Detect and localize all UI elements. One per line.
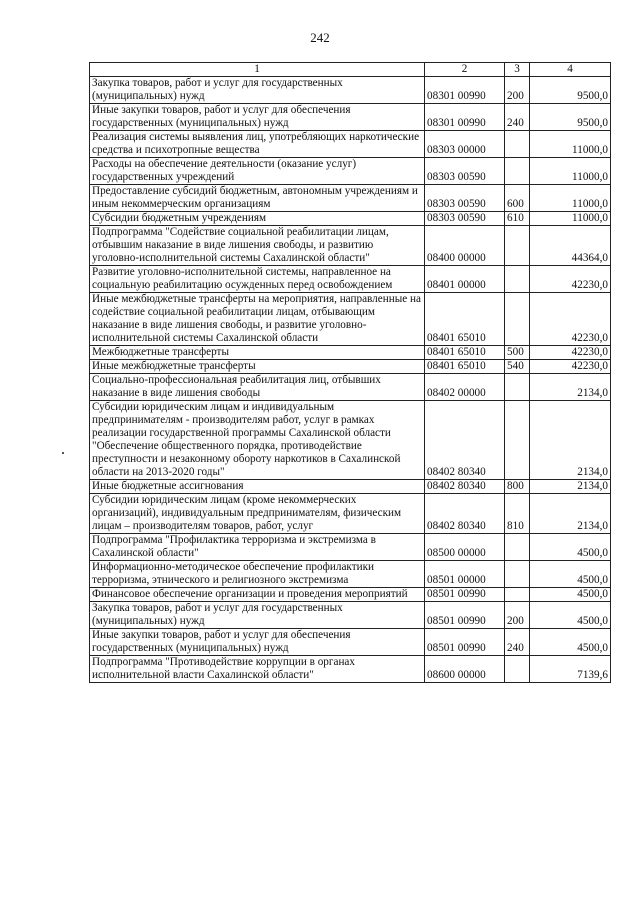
header-code: 2 (425, 63, 505, 77)
row-code: 08402 80340 (425, 494, 505, 534)
table-row (90, 360, 611, 374)
row-code: 08402 80340 (425, 401, 505, 480)
row-type: 240 (505, 629, 530, 656)
table-row (90, 374, 611, 401)
row-type: 540 (505, 360, 530, 374)
row-name: Подпрограмма "Содействие социальной реабилитации лицам, отбывшим наказание в виде лишения свободы, и развитию уголовно-исполнительной системы Сахалинской области" (90, 226, 425, 266)
row-amount: 9500,0 (530, 77, 611, 104)
row-type (505, 561, 530, 588)
table-row (90, 131, 611, 158)
table-row (90, 346, 611, 360)
row-name: Социально-профессиональная реабилитация лиц, отбывших наказание в виде лишения свободы (90, 374, 425, 401)
row-name: Субсидии юридическим лицам и индивидуальным предпринимателям - производителям работ, услуг в рамках реализации государственной программы Сахалинской области "Обеспечение общественного порядка, противодействие преступности и незаконному обороту наркотиков в Сахалинской области на 2013-2020 годы" (90, 401, 425, 480)
row-name: Предоставление субсидий бюджетным, автономным учреждениям и иным некоммерческим организациям (90, 185, 425, 212)
scan-speck (62, 452, 64, 454)
row-amount: 11000,0 (530, 131, 611, 158)
header-row (90, 63, 611, 77)
row-amount: 2134,0 (530, 480, 611, 494)
row-name: Иные бюджетные ассигнования (90, 480, 425, 494)
row-amount: 4500,0 (530, 602, 611, 629)
row-name: Закупка товаров, работ и услуг для государственных (муниципальных) нужд (90, 602, 425, 629)
row-name: Подпрограмма "Профилактика терроризма и экстремизма в Сахалинской области" (90, 534, 425, 561)
table-row (90, 401, 611, 480)
row-amount: 11000,0 (530, 212, 611, 226)
table-row (90, 602, 611, 629)
table-row (90, 656, 611, 683)
row-amount: 4500,0 (530, 629, 611, 656)
table-row (90, 212, 611, 226)
row-name: Иные закупки товаров, работ и услуг для обеспечения государственных (муниципальных) нужд (90, 104, 425, 131)
row-name: Реализация системы выявления лиц, употребляющих наркотические средства и психотропные вещества (90, 131, 425, 158)
table-row (90, 226, 611, 266)
row-code: 08501 00990 (425, 602, 505, 629)
row-amount: 42230,0 (530, 346, 611, 360)
table-row (90, 494, 611, 534)
row-type: 810 (505, 494, 530, 534)
table-row (90, 158, 611, 185)
table-row (90, 77, 611, 104)
row-amount: 9500,0 (530, 104, 611, 131)
row-amount: 42230,0 (530, 266, 611, 293)
row-amount: 4500,0 (530, 588, 611, 602)
row-code: 08301 00990 (425, 104, 505, 131)
row-type: 610 (505, 212, 530, 226)
row-type (505, 656, 530, 683)
header-name: 1 (90, 63, 425, 77)
row-amount: 4500,0 (530, 534, 611, 561)
table-row (90, 629, 611, 656)
table-row (90, 104, 611, 131)
row-code: 08500 00000 (425, 534, 505, 561)
row-type (505, 293, 530, 346)
row-name: Иные закупки товаров, работ и услуг для обеспечения государственных (муниципальных) нужд (90, 629, 425, 656)
table-row (90, 534, 611, 561)
row-code: 08303 00590 (425, 158, 505, 185)
row-code: 08501 00000 (425, 561, 505, 588)
row-name: Расходы на обеспечение деятельности (оказание услуг) государственных учреждений (90, 158, 425, 185)
row-code: 08401 65010 (425, 346, 505, 360)
row-amount: 2134,0 (530, 401, 611, 480)
row-type (505, 266, 530, 293)
table-row (90, 293, 611, 346)
row-type (505, 374, 530, 401)
table-row (90, 185, 611, 212)
row-type: 800 (505, 480, 530, 494)
row-type: 200 (505, 602, 530, 629)
row-type: 200 (505, 77, 530, 104)
row-type: 240 (505, 104, 530, 131)
row-type: 600 (505, 185, 530, 212)
row-type (505, 226, 530, 266)
row-amount: 2134,0 (530, 374, 611, 401)
row-amount: 7139,6 (530, 656, 611, 683)
row-code: 08303 00590 (425, 185, 505, 212)
row-code: 08402 80340 (425, 480, 505, 494)
row-type (505, 588, 530, 602)
header-type: 3 (505, 63, 530, 77)
row-name: Развитие уголовно-исполнительной системы, направленное на социальную реабилитацию осужденных перед освобождением (90, 266, 425, 293)
row-type (505, 158, 530, 185)
row-amount: 4500,0 (530, 561, 611, 588)
row-amount: 42230,0 (530, 360, 611, 374)
table-row (90, 266, 611, 293)
row-type (505, 534, 530, 561)
row-amount: 11000,0 (530, 185, 611, 212)
row-type: 500 (505, 346, 530, 360)
row-name: Закупка товаров, работ и услуг для государственных (муниципальных) нужд (90, 77, 425, 104)
row-type (505, 131, 530, 158)
row-amount: 42230,0 (530, 293, 611, 346)
row-name: Финансовое обеспечение организации и проведения мероприятий (90, 588, 425, 602)
row-code: 08303 00000 (425, 131, 505, 158)
row-code: 08600 00000 (425, 656, 505, 683)
row-code: 08501 00990 (425, 588, 505, 602)
row-code: 08401 00000 (425, 266, 505, 293)
row-code: 08401 65010 (425, 360, 505, 374)
row-code: 08401 65010 (425, 293, 505, 346)
row-name: Подпрограмма "Противодействие коррупции в органах исполнительной власти Сахалинской области" (90, 656, 425, 683)
table-row (90, 588, 611, 602)
row-type (505, 401, 530, 480)
table-row (90, 480, 611, 494)
page-number: 242 (310, 30, 330, 45)
row-name: Субсидии бюджетным учреждениям (90, 212, 425, 226)
row-name: Субсидии юридическим лицам (кроме некоммерческих организаций), индивидуальным предпринимателям, физическим лицам – производителям товаров, работ, услуг (90, 494, 425, 534)
row-code: 08501 00990 (425, 629, 505, 656)
row-code: 08303 00590 (425, 212, 505, 226)
row-amount: 11000,0 (530, 158, 611, 185)
header-amount: 4 (530, 63, 611, 77)
row-name: Иные межбюджетные трансферты на мероприятия, направленные на содействие социальной реабилитации лицам, отбывающим наказание в виде лишения свободы, и развитие уголовно-исполнительной системы Сахалинской области (90, 293, 425, 346)
row-name: Информационно-методическое обеспечение профилактики терроризма, этнического и религиозного экстремизма (90, 561, 425, 588)
row-code: 08301 00990 (425, 77, 505, 104)
row-code: 08400 00000 (425, 226, 505, 266)
row-code: 08402 00000 (425, 374, 505, 401)
budget-table (89, 62, 611, 683)
row-name: Межбюджетные трансферты (90, 346, 425, 360)
row-name: Иные межбюджетные трансферты (90, 360, 425, 374)
table-row (90, 561, 611, 588)
row-amount: 44364,0 (530, 226, 611, 266)
row-amount: 2134,0 (530, 494, 611, 534)
